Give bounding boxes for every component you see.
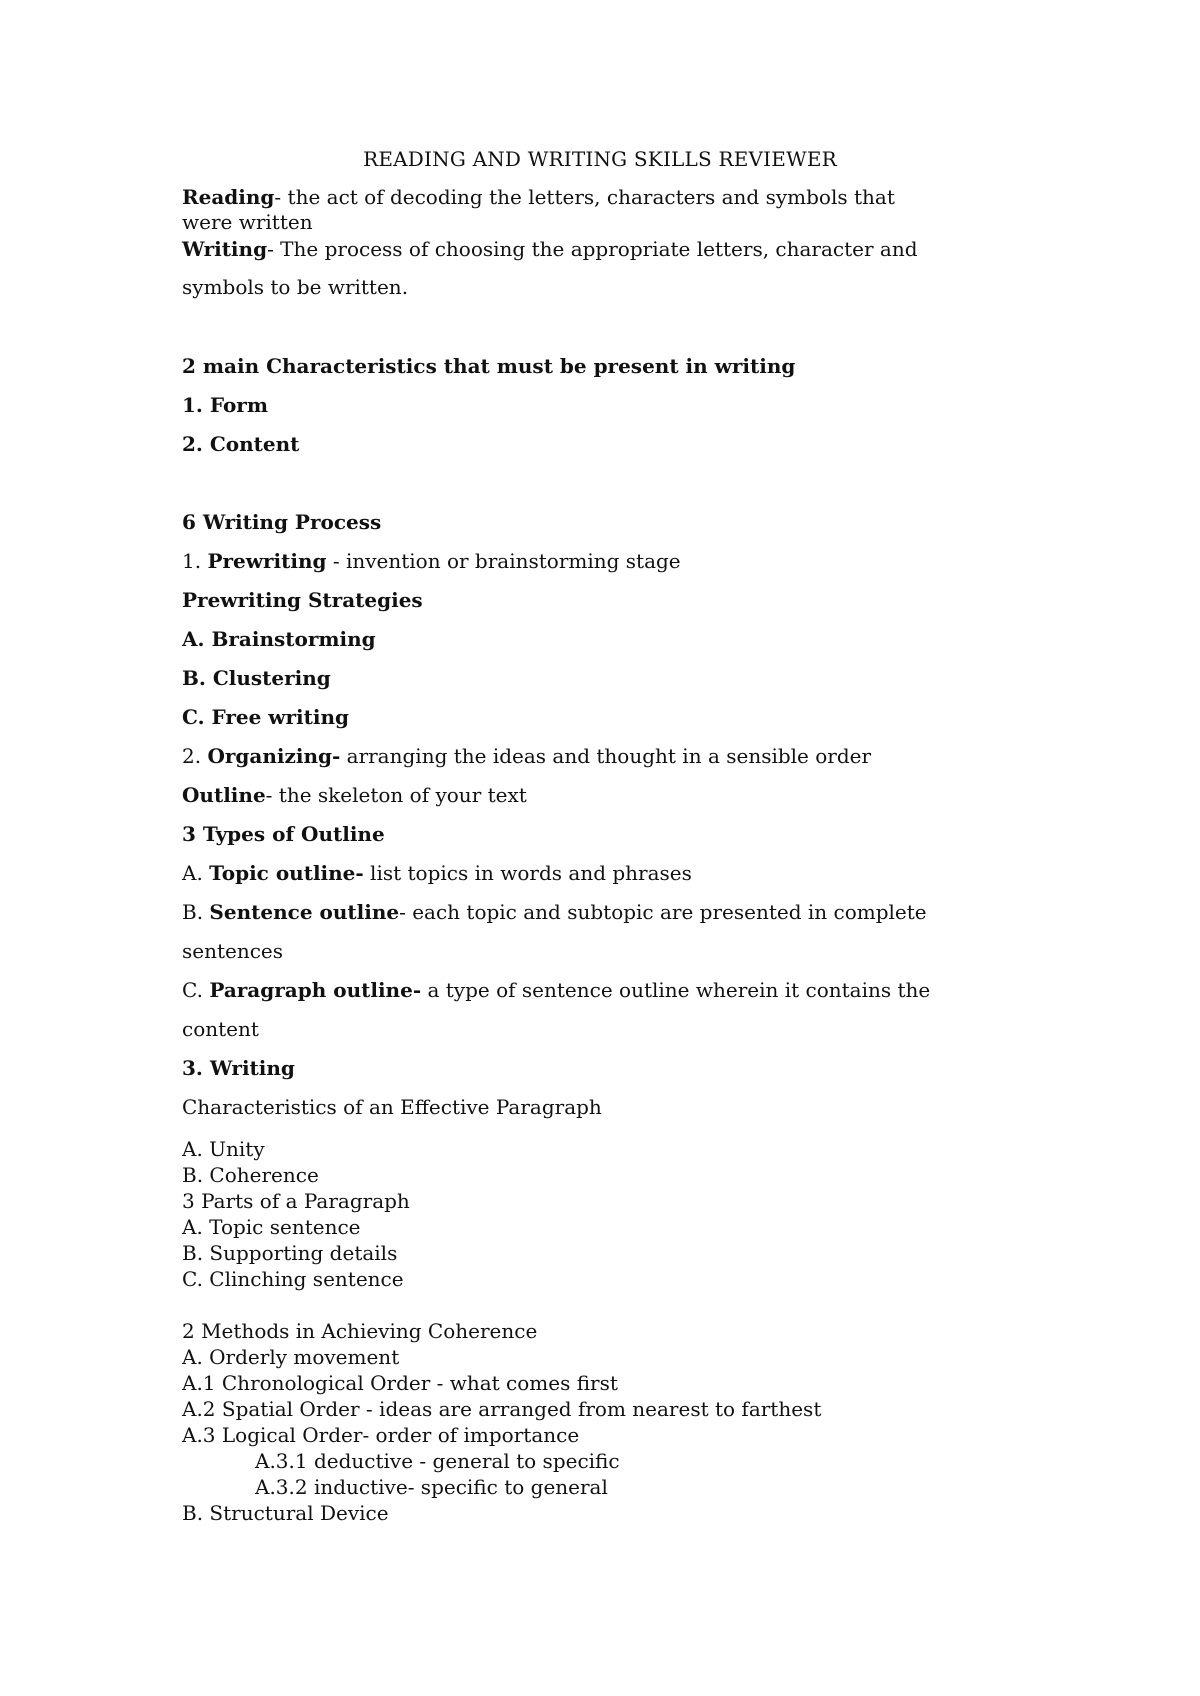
line-text: 3 Parts of a Paragraph <box>182 1189 410 1213</box>
bold-term: 1. Form <box>182 393 268 417</box>
bold-term: Paragraph outline- <box>209 978 422 1002</box>
line-prefix: 1. <box>182 549 208 573</box>
text-line <box>182 509 381 535</box>
text-line <box>182 1422 579 1448</box>
bold-term: Prewriting <box>207 549 327 573</box>
text-line <box>182 1396 821 1422</box>
bold-term: B. Clustering <box>182 666 331 690</box>
line-prefix: A. <box>182 861 210 885</box>
line-text: content <box>182 1017 259 1041</box>
text-line <box>182 1240 397 1266</box>
text-line <box>182 1055 295 1081</box>
line-text: A.3 Logical Order- order of importance <box>182 1423 580 1447</box>
text-line <box>182 431 299 457</box>
bold-term: Organizing- <box>207 744 341 768</box>
document-title: READING AND WRITING SKILLS REVIEWER <box>363 147 837 171</box>
bold-term: Sentence outline <box>209 900 400 924</box>
text-line <box>182 392 268 418</box>
text-line <box>182 1266 404 1292</box>
text-line <box>182 743 871 769</box>
line-text: B. Structural Device <box>182 1501 389 1525</box>
bold-term: 3 Types of Outline <box>182 822 385 846</box>
text-line <box>182 626 376 652</box>
line-text: A. Orderly movement <box>182 1345 400 1369</box>
line-text: C. Clinching sentence <box>182 1267 404 1291</box>
line-prefix: B. <box>182 900 210 924</box>
line-text: Characteristics of an Effective Paragraph <box>182 1095 602 1119</box>
text-line <box>182 1188 410 1214</box>
text-line <box>182 1016 259 1042</box>
text-line <box>255 1448 620 1474</box>
bold-term: Outline <box>182 783 266 807</box>
line-prefix: C. <box>182 978 210 1002</box>
text-line <box>182 782 527 808</box>
text-line <box>182 274 408 300</box>
line-text: arranging the ideas and thought in a sensible order <box>340 744 872 768</box>
text-line <box>182 821 385 847</box>
text-line <box>182 1214 361 1240</box>
line-text: A.3.1 deductive - general to specific <box>255 1449 620 1473</box>
bold-term: Writing <box>182 237 268 261</box>
text-line <box>182 184 895 210</box>
bold-term: 2. Content <box>182 432 300 456</box>
line-text: B. Supporting details <box>182 1241 398 1265</box>
text-line <box>182 548 681 574</box>
line-text: - The process of choosing the appropriate letters, character and <box>267 237 918 261</box>
text-line <box>182 704 349 730</box>
bold-term: 6 Writing Process <box>182 510 382 534</box>
text-line <box>182 209 313 235</box>
line-text: list topics in words and phrases <box>363 861 692 885</box>
line-text: A.3.2 inductive- specific to general <box>255 1475 608 1499</box>
line-text: sentences <box>182 939 284 963</box>
text-line <box>182 938 283 964</box>
text-line <box>182 1500 389 1526</box>
line-text: symbols to be written. <box>182 275 409 299</box>
line-text: - each topic and subtopic are presented in complete <box>399 900 927 924</box>
text-line <box>182 899 927 925</box>
text-line <box>182 665 331 691</box>
line-prefix: 2. <box>182 744 208 768</box>
bold-term: 3. Writing <box>182 1056 295 1080</box>
text-line <box>182 236 918 262</box>
bold-term: C. Free writing <box>182 705 350 729</box>
line-text: a type of sentence outline wherein it contains the <box>421 978 931 1002</box>
bold-term: 2 main Characteristics that must be present in writing <box>182 354 796 378</box>
text-line <box>182 1370 618 1396</box>
line-text: A. Unity <box>182 1137 265 1161</box>
line-text: - the act of decoding the letters, characters and symbols that <box>274 185 895 209</box>
line-text: were written <box>182 210 313 234</box>
text-line <box>182 1344 399 1370</box>
line-text: A.1 Chronological Order - what comes first <box>182 1371 618 1395</box>
bold-term: Topic outline- <box>209 861 364 885</box>
line-text: A. Topic sentence <box>182 1215 361 1239</box>
line-text: - invention or brainstorming stage <box>326 549 681 573</box>
text-line <box>255 1474 608 1500</box>
line-text: B. Coherence <box>182 1163 319 1187</box>
text-line <box>182 587 423 613</box>
text-line <box>182 1318 537 1344</box>
text-line <box>182 353 795 379</box>
text-line <box>182 1136 265 1162</box>
text-line <box>182 1094 602 1120</box>
text-line <box>182 1162 319 1188</box>
bold-term: A. Brainstorming <box>182 627 376 651</box>
bold-term: Prewriting Strategies <box>182 588 423 612</box>
text-line <box>182 977 930 1003</box>
bold-term: Reading <box>182 185 275 209</box>
text-line <box>182 860 692 886</box>
line-text: 2 Methods in Achieving Coherence <box>182 1319 538 1343</box>
line-text: A.2 Spatial Order - ideas are arranged from nearest to farthest <box>182 1397 822 1421</box>
line-text: - the skeleton of your text <box>265 783 527 807</box>
